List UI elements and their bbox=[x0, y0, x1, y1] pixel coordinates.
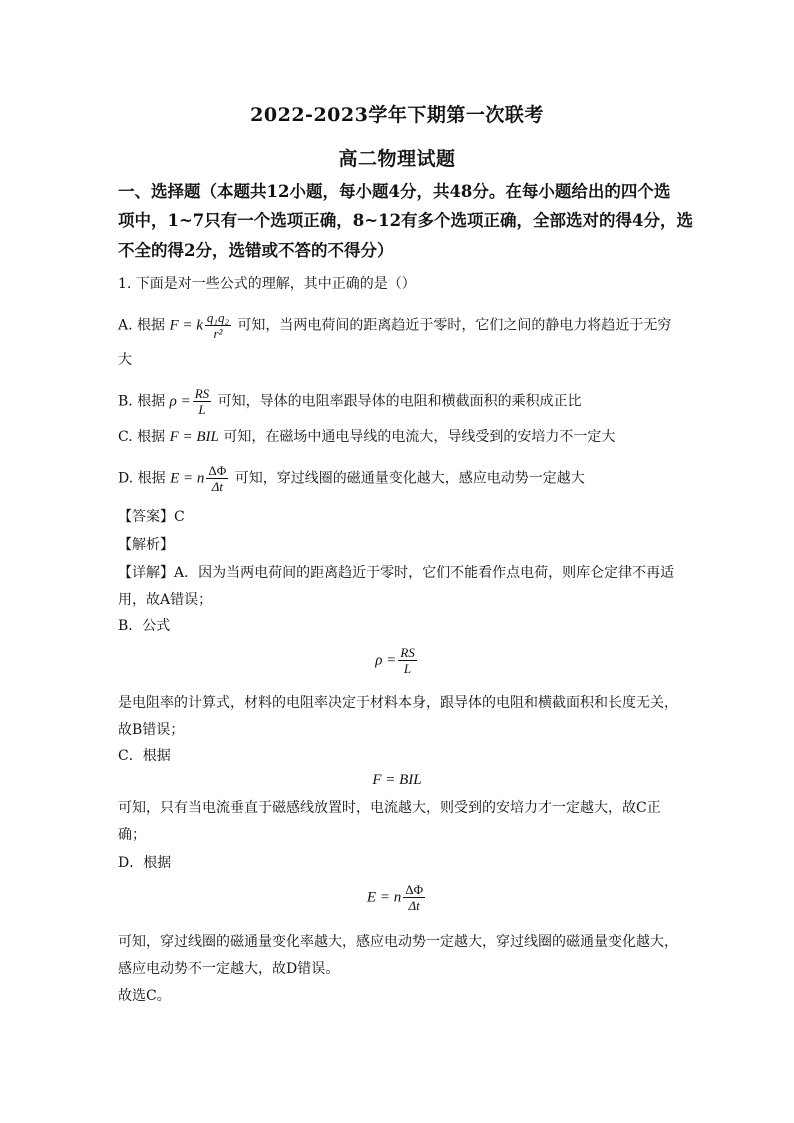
rho-fraction bbox=[193, 386, 211, 417]
rho-display-fraction bbox=[398, 645, 416, 676]
explanation-line-7: 可知，只有当电流垂直于磁感线放置时，电流越大，则受到的安培力才一定越大，故C正 bbox=[118, 800, 661, 816]
rho-display-numerator: RS bbox=[400, 645, 415, 660]
emf-numerator: ΔΦ bbox=[208, 463, 227, 478]
emf-fraction bbox=[206, 463, 228, 494]
explanation-line-3: B．公式 bbox=[118, 618, 171, 634]
analysis-label: 【解析】 bbox=[118, 537, 174, 553]
rho-denominator: L bbox=[198, 402, 206, 417]
option-c bbox=[118, 427, 615, 447]
option-a-text: 可知，当两电荷间的距离趋近于零时，它们之间的静电力将趋近于无穷 bbox=[237, 317, 672, 334]
explanation-line-2: 用，故A错误； bbox=[118, 592, 213, 608]
question-stem: 1. 下面是对一些公式的理解，其中正确的是（） bbox=[118, 276, 416, 292]
option-c-prefix: C. 根据 bbox=[118, 429, 166, 445]
coulomb-formula-lhs: F = k bbox=[169, 317, 203, 334]
option-b-prefix: B. 根据 bbox=[118, 393, 166, 410]
ampere-formula-display bbox=[0, 772, 794, 789]
option-d-prefix: D. 根据 bbox=[118, 470, 166, 487]
rho-numerator: RS bbox=[194, 386, 210, 401]
explanation-line-8: 确； bbox=[118, 827, 146, 843]
emf-display-denominator: Δt bbox=[408, 898, 420, 913]
explanation-line-9: D．根据 bbox=[118, 855, 172, 871]
coulomb-numerator: q₁q₂ bbox=[206, 310, 229, 325]
emf-display-numerator: ΔΦ bbox=[405, 882, 424, 897]
explanation-line-12: 故选C。 bbox=[118, 988, 171, 1004]
ampere-formula-inline: F = BIL bbox=[169, 429, 219, 445]
explanation-line-11: 感应电动势不一定越大，故D错误。 bbox=[118, 961, 340, 977]
answer-label: 【答案】C bbox=[118, 509, 185, 525]
option-b bbox=[118, 386, 582, 417]
explanation-line-1: 【详解】A．因为当两电荷间的距离趋近于零时，它们不能看作点电荷，则库仑定律不再适 bbox=[118, 565, 675, 581]
emf-formula-display bbox=[0, 882, 794, 913]
rho-formula-lhs: ρ = bbox=[169, 393, 191, 410]
rho-display-denominator: L bbox=[403, 661, 412, 676]
option-a bbox=[118, 310, 671, 341]
coulomb-fraction bbox=[205, 310, 231, 341]
rho-formula-display bbox=[0, 645, 794, 676]
rho-display-lhs: ρ = bbox=[375, 652, 397, 669]
section-heading-line-1: 一、选择题（本题共12小题，每小题4分，共48分。在每小题给出的四个选 bbox=[118, 182, 671, 201]
option-d-text: 可知，穿过线圈的磁通量变化越大，感应电动势一定越大 bbox=[234, 470, 585, 487]
option-a-prefix: A. 根据 bbox=[118, 317, 166, 334]
emf-formula-lhs: E = n bbox=[170, 470, 205, 487]
explanation-line-5: 故B错误； bbox=[118, 722, 185, 738]
section-heading-line-3: 不全的得2分，选错或不答的不得分） bbox=[118, 241, 394, 260]
emf-display-lhs: E = n bbox=[366, 889, 402, 906]
explanation-line-6: C．根据 bbox=[118, 748, 171, 764]
option-c-text: 可知，在磁场中通电导线的电流大，导线受到的安培力不一定大 bbox=[223, 429, 616, 445]
coulomb-denominator: r² bbox=[213, 326, 223, 341]
explanation-line-4: 是电阻率的计算式，材料的电阻率决定于材料本身，跟导体的电阻和横截面积和长度无关， bbox=[118, 695, 678, 711]
explanation-line-10: 可知，穿过线圈的磁通量变化率越大，感应电动势一定越大，穿过线圈的磁通量变化越大， bbox=[118, 934, 678, 950]
option-a-continued: 大 bbox=[118, 352, 132, 368]
exam-subtitle: 高二物理试题 bbox=[338, 148, 456, 170]
section-heading-line-2: 项中，1~7只有一个选项正确，8~12有多个选项正确，全部选对的得4分，选 bbox=[118, 211, 694, 230]
option-b-text: 可知，导体的电阻率跟导体的电阻和横截面积的乘积成正比 bbox=[217, 393, 582, 410]
option-d bbox=[118, 463, 585, 494]
ampere-display: F = BIL bbox=[372, 772, 422, 788]
emf-denominator: Δt bbox=[211, 479, 223, 494]
exam-title: 2022-2023学年下期第一次联考 bbox=[250, 104, 544, 126]
emf-display-fraction bbox=[403, 882, 425, 913]
